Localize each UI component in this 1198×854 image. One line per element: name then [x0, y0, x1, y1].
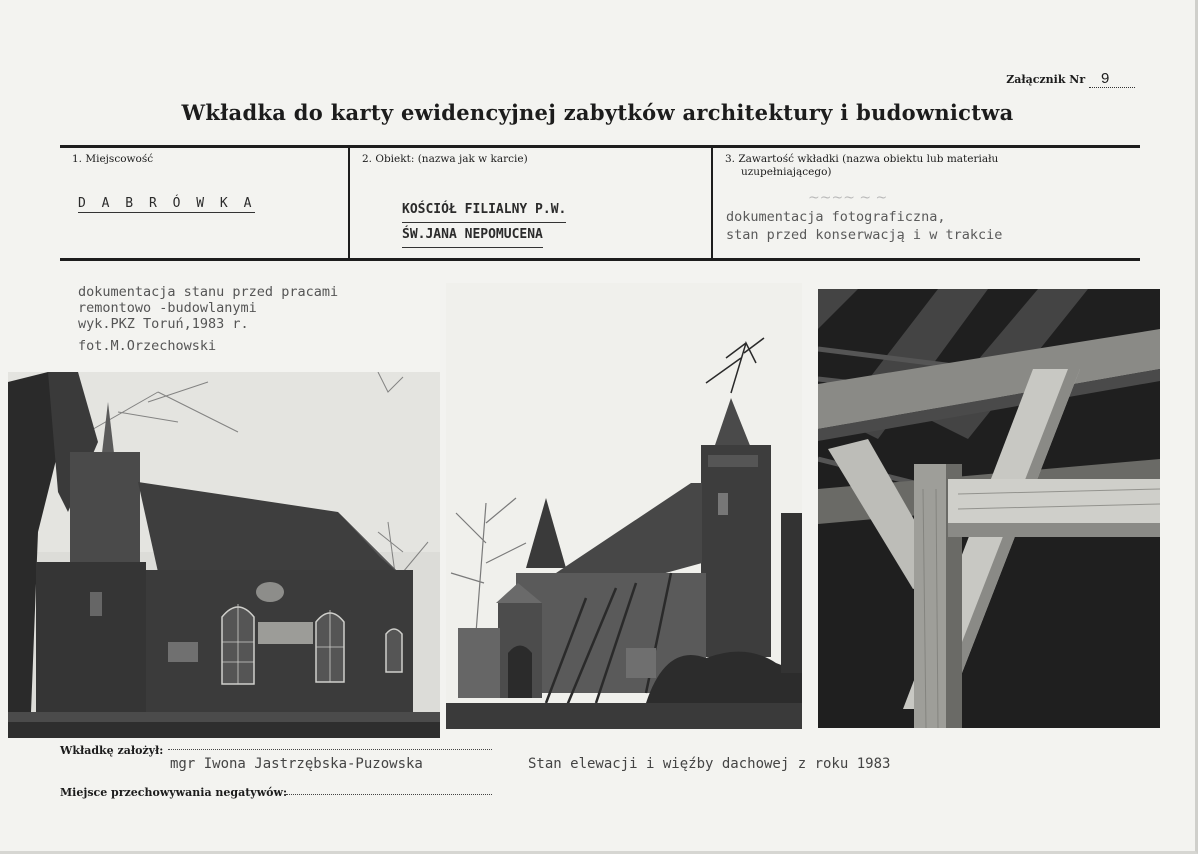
field-value-miejscowosc: D A B R Ó W K A — [78, 196, 256, 211]
zawartosc-line: dokumentacja fotograficzna, — [726, 209, 946, 225]
field-value-zawartosc — [726, 208, 1002, 244]
page-title: Wkładka do karty ewidencyjnej zabytków architektury i budownictwa — [181, 100, 1014, 125]
zalozyl-label: Wkładkę założył: — [60, 744, 164, 757]
field-label-zawartosc — [725, 153, 998, 179]
description-line: wyk.PKZ Toruń,1983 r. — [78, 316, 249, 332]
zalozyl-value: mgr Iwona Jastrzębska-Puzowska — [170, 756, 423, 772]
field-label-obiekt: 2. Obiekt: (nazwa jak w karcie) — [362, 153, 528, 165]
attachment-number — [1006, 70, 1135, 88]
label-line: uzupełniającego) — [741, 166, 832, 178]
description-line: dokumentacja stanu przed pracami — [78, 284, 339, 300]
label-line: 3. Zawartość wkładki (nazwa obiektu lub materiału — [725, 153, 999, 165]
photo-church-tower — [446, 283, 802, 729]
status-note: Stan elewacji i więźby dachowej z roku 1983 — [528, 756, 891, 772]
column-divider — [711, 148, 713, 258]
table-bottom-rule — [60, 258, 1140, 261]
field-label-miejscowosc: 1. Miejscowość — [72, 153, 154, 165]
table-top-rule — [60, 145, 1140, 148]
dotted-line — [168, 749, 492, 750]
attachment-label: Załącznik Nr — [1006, 73, 1086, 86]
obiekt-line: ŚW.JANA NEPOMUCENA — [402, 223, 543, 248]
photo-roof-truss — [818, 289, 1160, 728]
field-value-obiekt — [402, 198, 566, 248]
negatywy-label: Miejsce przechowywania negatywów: — [60, 786, 288, 799]
attachment-number-value: 9 — [1089, 70, 1135, 88]
obiekt-line: KOŚCIÓŁ FILIALNY P.W. — [402, 198, 566, 223]
description-line: remontowo -budowlanymi — [78, 300, 257, 316]
photo-church-side — [8, 372, 440, 738]
zawartosc-line: stan przed konserwacją i w trakcie — [726, 227, 1003, 243]
documentation-description — [78, 284, 338, 354]
photographer-credit: fot.M.Orzechowski — [78, 338, 217, 354]
dotted-line — [286, 794, 492, 795]
faded-handwriting-mark: ~~~~ ~ ~ — [808, 190, 888, 206]
column-divider — [348, 148, 350, 258]
